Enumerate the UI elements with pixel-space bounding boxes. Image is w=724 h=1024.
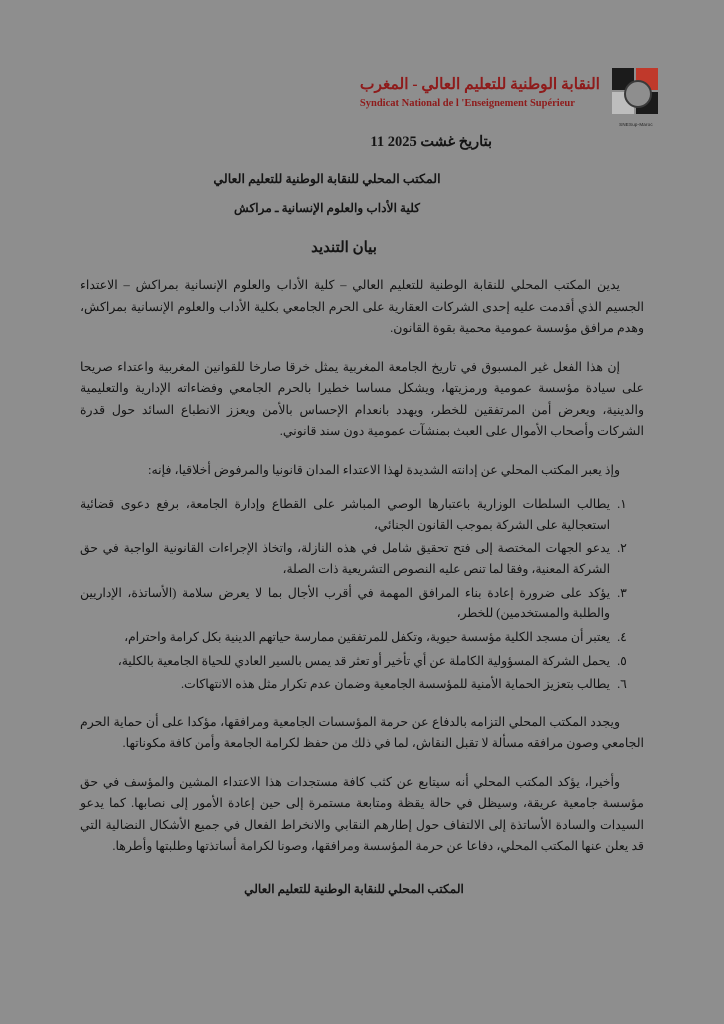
date-value: 11 غشت 2025 [370, 134, 456, 150]
document-body [44, 275, 680, 858]
logo-ring [624, 80, 652, 108]
document-date [44, 134, 680, 151]
paragraph-2: إن هذا الفعل غير المسبوق في تاريخ الجامعة المغربية يمثل خرقا صارخا للقوانين المغربية واعتداء صريحا على سيادة مؤسسة عمومية ورمزيتها، ويشكل مساسا خطيرا بالحرم الجامعي وفضاءاته الإدارية والتعليمية والدينية، ويعرض أمن المرتفقين للخطر، ويهدد بانعدام الإحساس بالأمن ويعزز الانطباع السائد حول قدرة الشركات وأصحاب الأموال على العبث بمنشآت عمومية دون سند قانوني. [80, 359, 644, 438]
list-item: 2. يدعو الجهات المختصة إلى فتح تحقيق شامل في هذه النازلة، واتخاذ الإجراءات القانونية الواجبة في حق الشركة المعنية، وفقا لما تنص عليه النصوص التشريعية ذات الصلة، [80, 538, 614, 579]
list-item: 5. يحمل الشركة المسؤولية الكاملة عن أي تأخير أو تعثر قد يمس بالسير العادي للحياة الجامعية بالكلية، [80, 651, 614, 672]
list-item: 3. يؤكد على ضرورة إعادة بناء المرافق المهمة في أقرب الأجال بما لا يعرض سلامة (الأساتذة، الإداريين والطلبة والمستخدمين) للخطر، [80, 583, 614, 624]
organization-name-french: Syndicat National de l 'Enseignement Supérieur [359, 97, 575, 109]
list-item: 4. يعتبر أن مسجد الكلية مؤسسة حيوية، وتكفل للمرتفقين ممارسة حياتهم الدينية بكل كرامة واحترام، [80, 627, 614, 648]
date-label: بتاريخ [458, 134, 492, 150]
office-name: المكتب المحلي للنقابة الوطنية للتعليم العالي [213, 172, 441, 186]
paragraph-4: ويجدد المكتب المحلي التزامه بالدفاع عن حرمة المؤسسات الجامعية ومرافقها، مؤكدا على أن حماية الحرم الجامعي وصون مرافقه مسألة لا تقبل النقاش، لما في ذلك من حفظ لكرامة الجامعة وأمن كافة مكوناتها. [80, 714, 644, 751]
paragraph-1: يدين المكتب المحلي للنقابة الوطنية للتعليم العالي – كلية الأداب والعلوم الإنسانية بمراكش – الاعتداء الجسيم الذي أقدمت عليه إحدى الشركات العقارية على الحرم الجامعي بكلية الأداب والعلوم الإنسانية بمراكش، وهدم مرافق مؤسسة عمومية محمية بقوة القانون. [80, 278, 644, 335]
page-title: بيان التنديد [311, 240, 377, 256]
list-item: 6. يطالب بتعزيز الحماية الأمنية للمؤسسة الجامعية وضمان عدم تكرار مثل هذه الانتهاكات. [80, 674, 614, 695]
issuing-office [44, 171, 680, 216]
paragraph-3: وإذ يعبر المكتب المحلي عن إدانته الشديدة لهذا الاعتداء المدان قانونيا والمرفوض أخلاقيا، فإنه: [147, 462, 620, 477]
letterhead [44, 66, 662, 127]
paragraph-5: وأخيرا، يؤكد المكتب المحلي أنه سيتابع عن كثب كافة مستجدات هذا الاعتداء المشين والمؤسف في حق مؤسسة جامعية عريقة، وسيظل في حالة يقظة ومتابعة مستمرة إلى حين إعادة الأمور إلى نصابها. كما يدعو السيدات والسادة الأساتذة إلى الالتفاف حول إطارهم النقابي والانخراط الفعال في جميع الأشكال النضالية التي قد يعلن عنها المكتب المحلي، دفاعا عن حرمة المؤسسة ومرافقها، وصونا لكرامة أساتذتها وطلبتها وأطرها. [80, 774, 644, 854]
union-logo-icon [610, 66, 662, 127]
logo-caption: SNESup-Maroc [619, 122, 653, 127]
list-item: 1. يطالب السلطات الوزارية باعتبارها الوصي المباشر على القطاع وإدارة الجامعة، برفع دعوى قضائية استعجالية على الشركة بموجب القانون الجنائي، [80, 494, 614, 535]
demands-list [80, 494, 644, 695]
organization-names [360, 75, 600, 108]
organization-name-arabic: النقابة الوطنية للتعليم العالي - المغرب [359, 76, 600, 94]
faculty-name: كلية الأداب والعلوم الإنسانية ـ مراكش [233, 201, 421, 215]
signature-block: المكتب المحلي للنقابة الوطنية للتعليم العالي [244, 881, 464, 896]
